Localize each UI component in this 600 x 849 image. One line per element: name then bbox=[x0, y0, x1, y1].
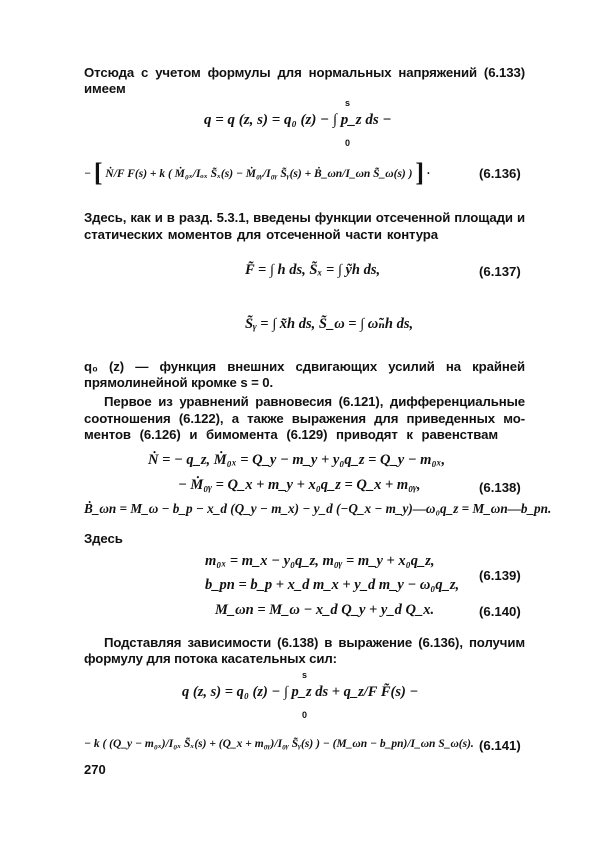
paragraph-line: Отсюда с учетом формулы для нормальных напряжений (6.133) bbox=[84, 65, 525, 80]
integral-limit-lower: 0 bbox=[302, 710, 308, 720]
equation-6-138-line2: − Ṁ₀ᵧ = Q_x + m_y + x₀q_z = Q_x + m₀ᵧ, bbox=[178, 477, 421, 493]
integral-limit-upper: s bbox=[302, 670, 308, 680]
paragraph-line: q₀ (z) — функция внешних сдвигающих усилий на крайней bbox=[84, 359, 525, 374]
paragraph-line: имеем bbox=[84, 81, 126, 96]
paragraph-line: прямолинейной кромке s = 0. bbox=[84, 375, 274, 390]
equation-6-136-line2: − [ Ṅ/F F(s) + k ( Ṁ₀ₓ/Iₒₓ S̃ₓ(s) − Ṁ₀ᵧ/I₀ᵧ S̃ᵧ(s) + Ḃ_ωп/I_ωп S̃_ω(s) ) ] · bbox=[84, 158, 430, 187]
integral-limit-lower: 0 bbox=[345, 138, 351, 148]
equation-number: (6.136) bbox=[479, 166, 521, 181]
equation-number: (6.139) bbox=[479, 568, 521, 583]
equation-6-141-line1: q (z, s) = q₀ (z) − ∫ p_z ds + q_z/F F̃(s) − bbox=[182, 684, 419, 700]
equation-number: (6.138) bbox=[479, 480, 521, 495]
equation-6-137-line1: F̃ = ∫ h ds, S̃ₓ = ∫ ỹh ds, bbox=[245, 262, 381, 278]
paragraph-line: формулу для потока касательных сил: bbox=[84, 651, 337, 666]
equation-6-136-line1: q = q (z, s) = q₀ (z) − ∫ p_z ds − bbox=[204, 112, 392, 128]
equation-6-139-line2: b_pп = b_p + x_d m_x + y_d m_y − ω₀q_z, bbox=[205, 577, 460, 593]
equation-6-140: M_ωп = M_ω − x_d Q_y + y_d Q_x. bbox=[215, 602, 435, 618]
paragraph-line: ментов (6.126) и бимомента (6.129) приводят к равенствам bbox=[84, 427, 498, 442]
integral-limit-upper: s bbox=[345, 98, 351, 108]
equation-6-141-line2: − k ( (Q_y − m₀ₓ)/I₀ₓ S̃ₓ(s) + (Q_x + m₀ᵧ)/I₀ᵧ S̃ᵧ(s) ) − (M_ωп − b_pп)/I_ωп S_ω(s). bbox=[84, 738, 474, 750]
equation-6-138-line3: Ḃ_ωп = M_ω − b_p − x_d (Q_y − m_x) − y_d (−Q_x − m_y)—ω₀q_z = M_ωп—b_pп. bbox=[84, 501, 552, 516]
paragraph-line: Здесь bbox=[84, 531, 123, 546]
equation-number: (6.141) bbox=[479, 738, 521, 753]
paragraph-line: соотношения (6.122), а также выражения для приведенных мо- bbox=[84, 411, 525, 426]
equation-6-138-line1: Ṅ = − q_z, Ṁ₀ₓ = Q_y − m_y + y₀q_z = Q_y − m₀ₓ, bbox=[148, 452, 446, 468]
paragraph-line: Подставляя зависимости (6.138) в выражение (6.136), получим bbox=[104, 635, 525, 650]
paragraph-line: статических моментов для отсеченной части контура bbox=[84, 227, 438, 242]
equation-6-137-line2: S̃ᵧ = ∫ x̃h ds, S̃_ω = ∫ ω̃ₙh ds, bbox=[245, 316, 414, 332]
page-number: 270 bbox=[84, 762, 106, 777]
paragraph-line: Здесь, как и в разд. 5.3.1, введены функции отсеченной площади и bbox=[84, 210, 525, 225]
equation-number: (6.137) bbox=[479, 264, 521, 279]
equation-6-139-line1: m₀ₓ = m_x − y₀q_z, m₀ᵧ = m_y + x₀q_z, bbox=[205, 553, 435, 569]
equation-number: (6.140) bbox=[479, 604, 521, 619]
paragraph-line: Первое из уравнений равновесия (6.121), дифференциальные bbox=[104, 394, 525, 409]
